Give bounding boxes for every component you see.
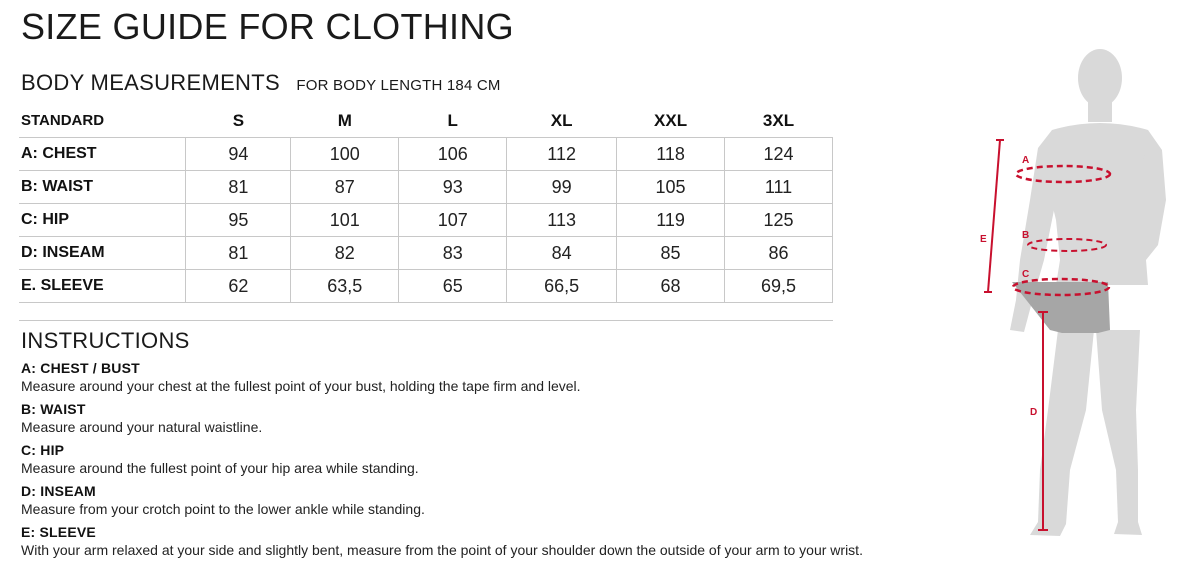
table-row: [19, 204, 833, 237]
instruction-hip: [21, 442, 921, 483]
measurement-diagram: [960, 30, 1190, 550]
size-table: [19, 104, 833, 303]
table-cell: 94: [186, 138, 291, 171]
instructions-list: [21, 360, 921, 565]
instruction-chest: [21, 360, 921, 401]
table-cell: 100: [291, 138, 399, 171]
instruction-title: B: WAIST: [21, 401, 86, 417]
table-cell: 81: [186, 237, 291, 270]
instruction-title: C: HIP: [21, 442, 65, 458]
body-measurements-title: BODY MEASUREMENTS: [21, 70, 280, 95]
table-header-row: [19, 104, 833, 138]
table-cell: 125: [725, 204, 833, 237]
table-cell: 124: [725, 138, 833, 171]
instruction-text: Measure around your natural waistline.: [21, 419, 263, 435]
body-measurements-heading: [21, 70, 501, 96]
instruction-title: E: SLEEVE: [21, 524, 96, 540]
table-cell: 99: [507, 171, 617, 204]
label-d: D: [1030, 407, 1038, 418]
row-label: A: CHEST: [19, 138, 186, 171]
label-e: E: [980, 234, 987, 245]
table-cell: 119: [617, 204, 725, 237]
instruction-text: Measure from your crotch point to the lower ankle while standing.: [21, 501, 425, 517]
instructions-title: INSTRUCTIONS: [21, 328, 190, 353]
table-cell: 81: [186, 171, 291, 204]
table-cell: 106: [399, 138, 507, 171]
instruction-title: A: CHEST / BUST: [21, 360, 140, 376]
row-label: D: INSEAM: [19, 237, 186, 270]
table-cell: 82: [291, 237, 399, 270]
table-cell: 93: [399, 171, 507, 204]
table-cell: 111: [725, 171, 833, 204]
body-length-note: FOR BODY LENGTH 184 CM: [296, 77, 501, 94]
page-title: SIZE GUIDE FOR CLOTHING: [21, 6, 514, 47]
instruction-text: Measure around the fullest point of your hip area while standing.: [21, 460, 419, 476]
table-cell: 62: [186, 270, 291, 303]
size-header: M: [291, 104, 399, 138]
table-cell: 95: [186, 204, 291, 237]
instruction-inseam: [21, 483, 921, 524]
table-cell: 101: [291, 204, 399, 237]
instruction-sleeve: [21, 524, 921, 565]
size-header: 3XL: [725, 104, 833, 138]
table-cell: 87: [291, 171, 399, 204]
table-cell: 65: [399, 270, 507, 303]
table-cell: 69,5: [725, 270, 833, 303]
table-cell: 112: [507, 138, 617, 171]
table-cell: 105: [617, 171, 725, 204]
row-label: B: WAIST: [19, 171, 186, 204]
table-row: [19, 237, 833, 270]
instruction-waist: [21, 401, 921, 442]
table-cell: 83: [399, 237, 507, 270]
section-divider: [19, 320, 833, 321]
table-row: [19, 138, 833, 171]
instruction-text: Measure around your chest at the fullest point of your bust, holding the tape firm and level.: [21, 378, 581, 394]
instruction-text: With your arm relaxed at your side and slightly bent, measure from the point of your shoulder down the outside of your arm to your wrist.: [21, 542, 863, 558]
table-cell: 68: [617, 270, 725, 303]
standard-header: STANDARD: [19, 104, 186, 138]
label-b: B: [1022, 230, 1030, 241]
body-figure: [960, 30, 1190, 555]
table-cell: 86: [725, 237, 833, 270]
table-cell: 118: [617, 138, 725, 171]
table-cell: 84: [507, 237, 617, 270]
table-row: [19, 270, 833, 303]
table-cell: 63,5: [291, 270, 399, 303]
label-a: A: [1022, 155, 1030, 166]
size-header: XL: [507, 104, 617, 138]
table-cell: 107: [399, 204, 507, 237]
size-header: XXL: [617, 104, 725, 138]
row-label: E. SLEEVE: [19, 270, 186, 303]
label-c: C: [1022, 269, 1030, 280]
instruction-title: D: INSEAM: [21, 483, 96, 499]
row-label: C: HIP: [19, 204, 186, 237]
table-cell: 85: [617, 237, 725, 270]
table-cell: 113: [507, 204, 617, 237]
size-header: L: [399, 104, 507, 138]
table-cell: 66,5: [507, 270, 617, 303]
table-row: [19, 171, 833, 204]
size-header: S: [186, 104, 291, 138]
